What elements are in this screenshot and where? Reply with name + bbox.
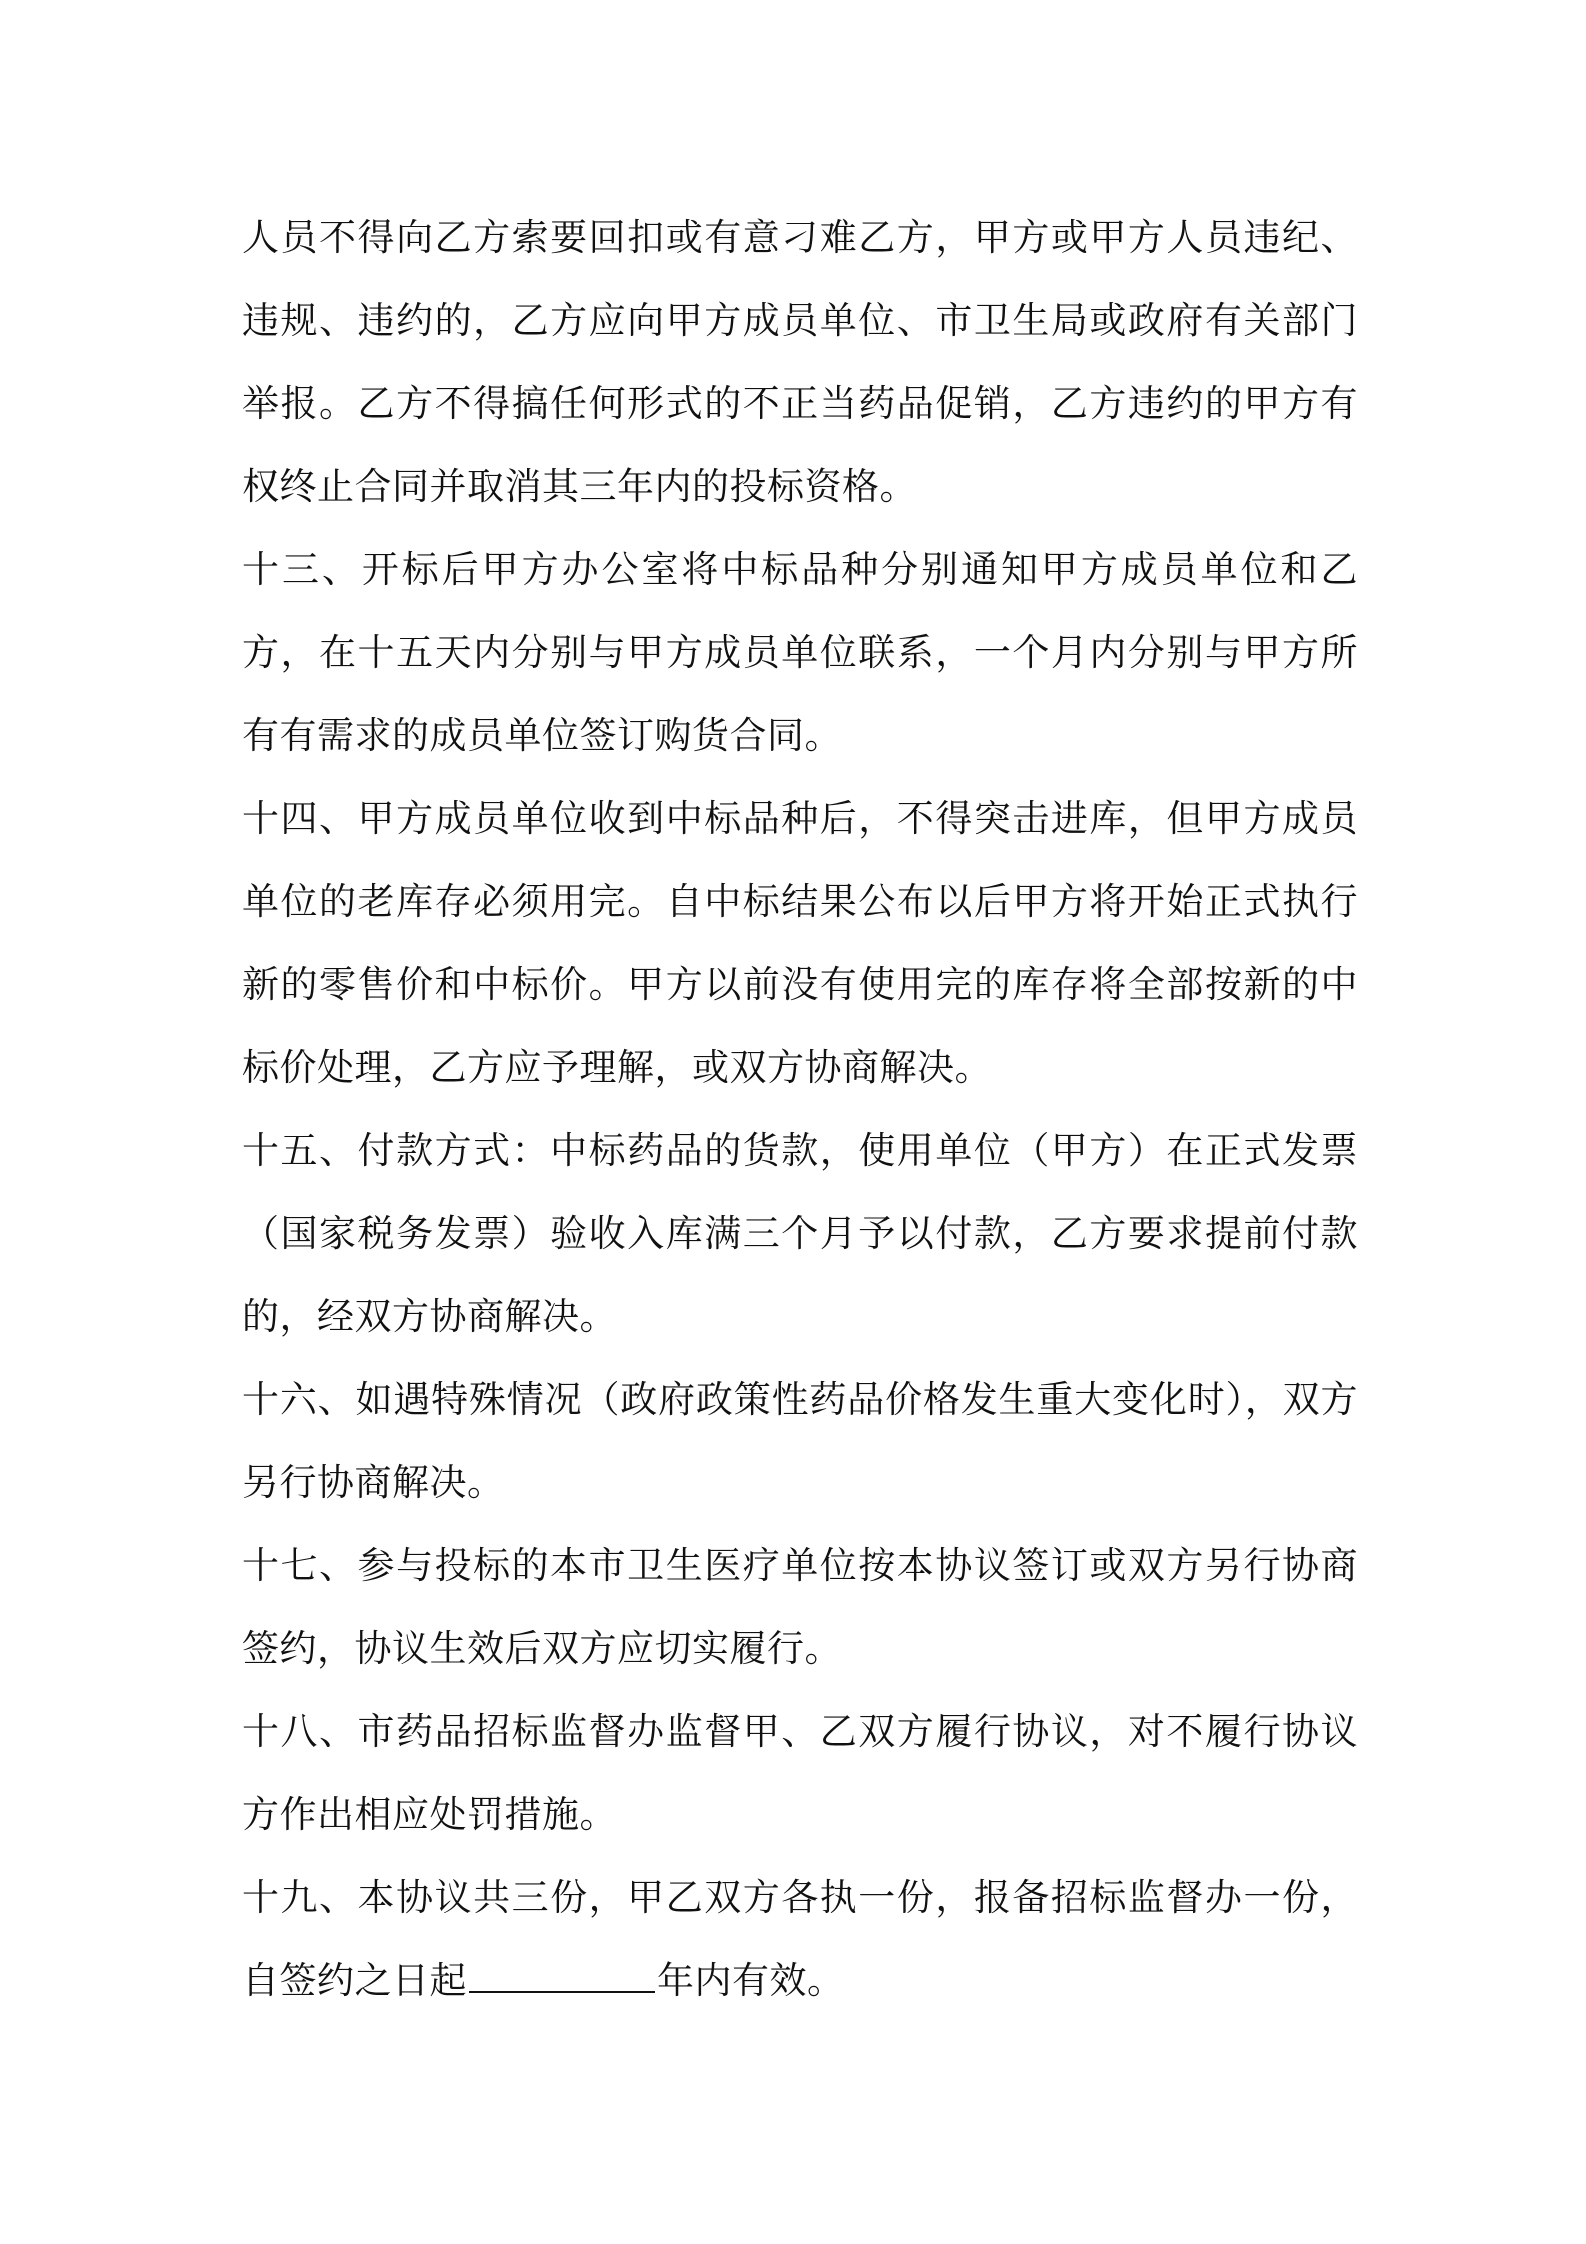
paragraph-clause-19 xyxy=(242,1856,1358,2022)
paragraph-continuation: 人员不得向乙方索要回扣或有意刁难乙方，甲方或甲方人员违纪、违规、违约的，乙方应向甲方成员单位、市卫生局或政府有关部门举报。乙方不得搞任何形式的不正当药品促销，乙方违约的甲方有权终止合同并取消其三年内的投标资格。 xyxy=(242,216,1358,508)
clause-19-text-before: 十九、本协议共三份，甲乙双方各执一份，报备招标监督办一份，自签约之日起 xyxy=(242,1876,1358,2002)
paragraph-clause-16: 十六、如遇特殊情况（政府政策性药品价格发生重大变化时），双方另行协商解决。 xyxy=(242,1378,1358,1504)
paragraph-clause-13: 十三、开标后甲方办公室将中标品种分别通知甲方成员单位和乙方，在十五天内分别与甲方成员单位联系，一个月内分别与甲方所有有需求的成员单位签订购货合同。 xyxy=(242,548,1358,757)
document-body xyxy=(242,196,1358,2022)
clause-19-text-after: 年内有效。 xyxy=(657,1959,845,2002)
paragraph-clause-15: 十五、付款方式：中标药品的货款，使用单位（甲方）在正式发票（国家税务发票）验收入库满三个月予以付款，乙方要求提前付款的，经双方协商解决。 xyxy=(242,1129,1358,1338)
paragraph-clause-18: 十八、市药品招标监督办监督甲、乙双方履行协议，对不履行协议方作出相应处罚措施。 xyxy=(242,1710,1358,1836)
paragraph-clause-14: 十四、甲方成员单位收到中标品种后，不得突击进库，但甲方成员单位的老库存必须用完。自中标结果公布以后甲方将开始正式执行新的零售价和中标价。甲方以前没有使用完的库存将全部按新的中标价处理，乙方应予理解，或双方协商解决。 xyxy=(242,797,1358,1089)
paragraph-clause-17: 十七、参与投标的本市卫生医疗单位按本协议签订或双方另行协商签约，协议生效后双方应切实履行。 xyxy=(242,1544,1358,1670)
validity-years-blank xyxy=(469,1947,655,1993)
